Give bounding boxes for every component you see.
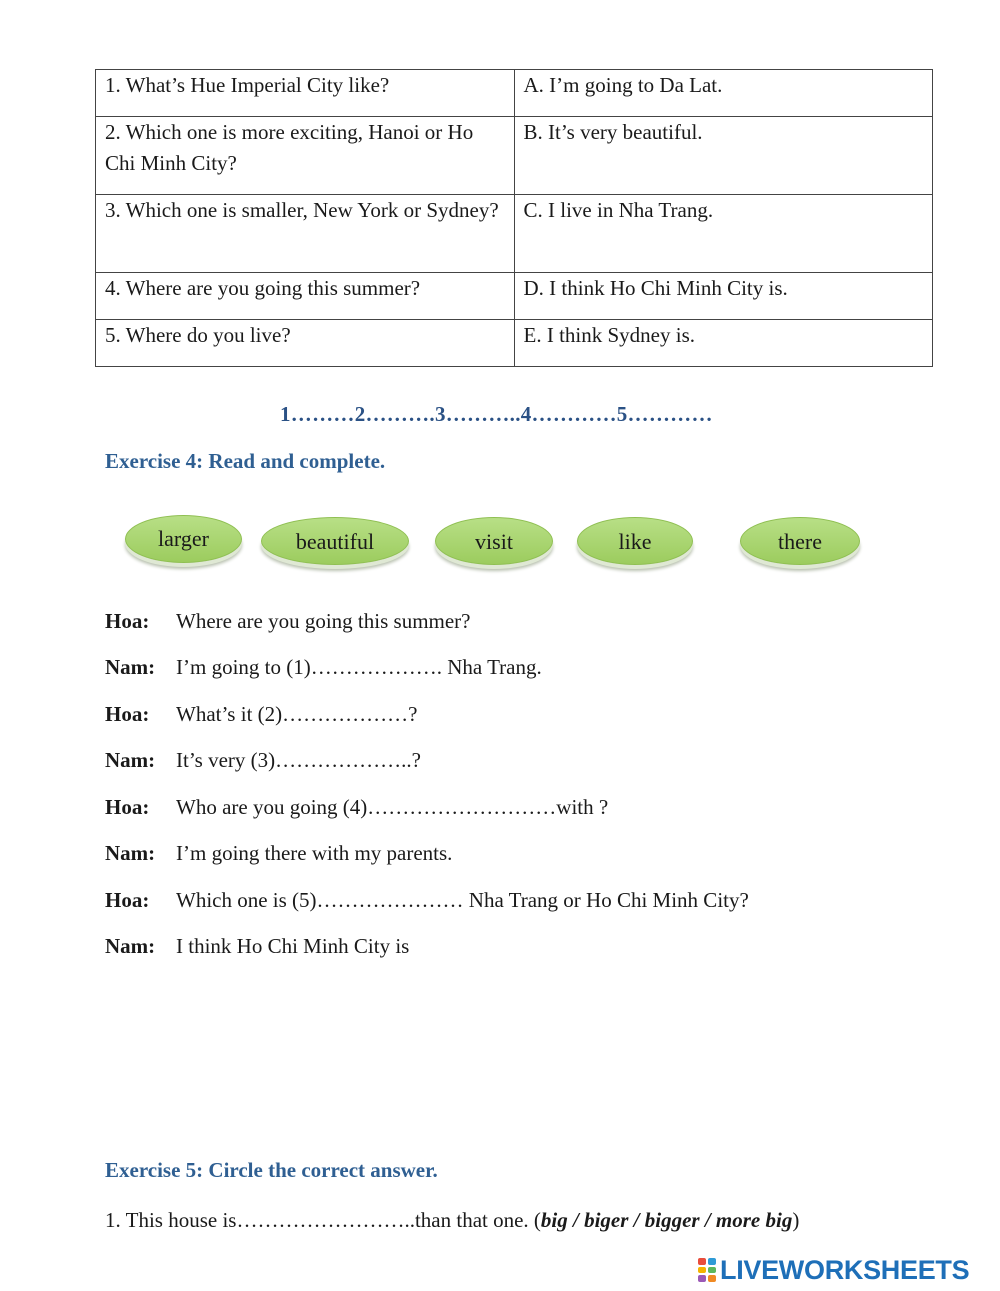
dialogue-text[interactable]: Who are you going (4)………………………with ? <box>176 795 609 819</box>
question-1 <box>105 1208 799 1233</box>
answer-cell: B. It’s very beautiful. <box>514 117 933 195</box>
dialogue-text[interactable]: Which one is (5)………………… Nha Trang or Ho Chi Minh City? <box>176 888 749 912</box>
dialogue-line <box>105 609 471 634</box>
answer-options[interactable]: big / biger / bigger / more big <box>540 1208 793 1232</box>
word-bank-item[interactable]: visit <box>435 517 553 565</box>
word-bank-item[interactable]: like <box>577 517 693 565</box>
logo-block <box>698 1275 706 1282</box>
logo-block <box>698 1267 706 1274</box>
dialogue-text: I think Ho Chi Minh City is <box>176 934 410 958</box>
speaker-label: Hoa: <box>105 702 150 726</box>
logo-block <box>708 1267 716 1274</box>
liveworksheets-logo <box>698 1256 994 1284</box>
brand-name: LIVEWORKSHEETS <box>720 1254 970 1285</box>
dialogue-line <box>105 748 421 773</box>
logo-block <box>708 1258 716 1265</box>
speaker-label: Nam: <box>105 748 156 772</box>
speaker-label: Hoa: <box>105 795 150 819</box>
answer-cell: E. I think Sydney is. <box>514 320 933 367</box>
dialogue-text[interactable]: It’s very (3)………………..? <box>176 748 421 772</box>
question-cell: 2. Which one is more exciting, Hanoi or Ho Chi Minh City? <box>96 117 515 195</box>
question-cell: 4. Where are you going this summer? <box>96 273 515 320</box>
dialogue-line <box>105 841 452 866</box>
speaker-label: Hoa: <box>105 609 150 633</box>
table-row <box>96 273 933 320</box>
logo-blocks-icon <box>698 1258 716 1282</box>
logo-block <box>708 1275 716 1282</box>
answer-cell: A. I’m going to Da Lat. <box>514 70 933 117</box>
table-row <box>96 320 933 367</box>
dialogue-text[interactable]: I’m going to (1)………………. Nha Trang. <box>176 655 542 679</box>
dialogue-text: Where are you going this summer? <box>176 609 471 633</box>
table-row <box>96 195 933 273</box>
word-bank-item[interactable]: there <box>740 517 860 565</box>
speaker-label: Nam: <box>105 934 156 958</box>
answer-cell: C. I live in Nha Trang. <box>514 195 933 273</box>
question-cell: 1. What’s Hue Imperial City like? <box>96 70 515 117</box>
dialogue-line <box>105 934 409 959</box>
dialogue-text[interactable]: What’s it (2)………………? <box>176 702 418 726</box>
matching-table <box>95 69 933 367</box>
exercise-4-title: Exercise 4: Read and complete. <box>105 449 386 473</box>
question-cell: 5. Where do you live? <box>96 320 515 367</box>
answer-blanks[interactable]: 1………2……….3………..4…………5………… <box>280 402 713 426</box>
dialogue-line <box>105 795 608 820</box>
speaker-label: Nam: <box>105 655 156 679</box>
word-bank-item[interactable]: beautiful <box>261 517 409 565</box>
speaker-label: Nam: <box>105 841 156 865</box>
exercise-5-title: Exercise 5: Circle the correct answer. <box>105 1158 438 1182</box>
dialogue-text: I’m going there with my parents. <box>176 841 453 865</box>
question-close: ) <box>792 1208 800 1232</box>
speaker-label: Hoa: <box>105 888 150 912</box>
question-cell: 3. Which one is smaller, New York or Sydney? <box>96 195 515 273</box>
table-row <box>96 117 933 195</box>
logo-block <box>698 1258 706 1265</box>
word-bank-item[interactable]: larger <box>125 515 242 563</box>
dialogue-line <box>105 655 542 680</box>
question-text: 1. This house is……………………..than that one. ( <box>105 1208 541 1232</box>
dialogue-line <box>105 702 417 727</box>
table-row <box>96 70 933 117</box>
answer-cell: D. I think Ho Chi Minh City is. <box>514 273 933 320</box>
dialogue-line <box>105 888 749 913</box>
